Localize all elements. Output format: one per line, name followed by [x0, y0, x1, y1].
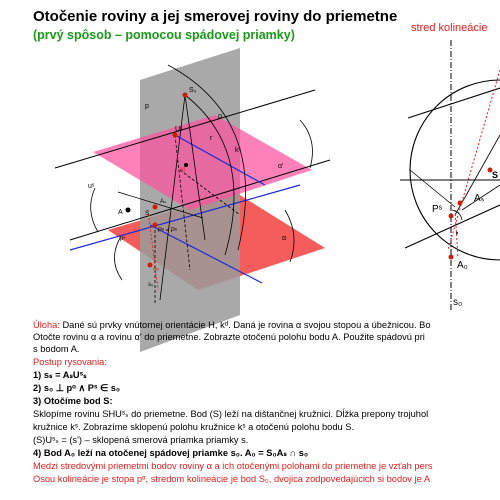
task-line-1: Úloha: Dané sú prvky vnútornej orientácie H, kᵈ. Daná je rovina α svojou stopou a úbežnicou. Bo: [33, 320, 431, 330]
label-so: s₀: [148, 282, 154, 288]
label-A: A: [118, 209, 123, 216]
label-As: Aₛ: [160, 199, 167, 205]
procedure-heading: Postup rysovania:: [33, 357, 107, 367]
right-label-Ao: A₀: [457, 260, 468, 271]
page-subtitle: (prvý spôsob – pomocou spádovej priamky): [33, 28, 295, 42]
label-us: uˢ: [88, 183, 95, 190]
step-2: 2) s₀ ⊥ pᵅ ∧ Pˢ ∈ s₀: [33, 383, 121, 393]
label-r: r: [210, 135, 213, 142]
step-3c: (S)Uˢₛ = (s') – sklopená smerová priamka priamky s.: [33, 435, 249, 445]
distance-circle: [410, 80, 500, 260]
right-label-Ps: Pˢ: [432, 204, 443, 215]
footer-line-2: Osou kolineácie je stopa pᵅ, stredom kolineácie je bod S₀, dvojica zodpovedajúcich si bodov je A: [33, 474, 431, 484]
collineation-center-title: stred kolineácie: [411, 22, 488, 34]
right-label-S: S: [492, 170, 499, 180]
step-1: 1) sₛ = AₛUˢₛ: [33, 370, 87, 380]
label-ks: kˢ: [235, 147, 241, 154]
label-alpha-rot: α': [278, 163, 284, 170]
label-alpha: α: [282, 235, 287, 242]
step-3b: kružnice kˢ. Zobrazíme sklopenú polohu kružnice kˢ a otočenú polohu bodu S.: [33, 422, 355, 432]
label-Ao: A₀: [153, 266, 160, 272]
step-3a: Sklopíme rovinu SHUˢₛ do priemetne. Bod (S) leží na dištančnej kružnici. Dĺžka prepony trojuhol: [33, 409, 429, 419]
label-ro: ρ: [218, 113, 222, 120]
right-label-so: s₀: [453, 297, 463, 308]
label-sigma: S: [145, 211, 150, 217]
label-So: S₀: [189, 87, 197, 94]
right-label-As: Aₛ: [474, 193, 485, 204]
label-Ps-eq: Pˢ = Pˢ: [158, 228, 177, 234]
task-line-2: Otočte rovinu α a rovinu α' do priemetne. Zobrazte otočenú polohu bodu A. Použite spádovú pri: [33, 332, 425, 342]
step-4: 4) Bod A₀ leží na otočenej spádovej priamke s₀. A₀ = S₀Aₛ ∩ s₀: [33, 448, 309, 458]
footer-line-1: Medzi stredovými priemetmi bodov roviny α a ich otočenými polohami do priemetne je vzťah pers: [33, 461, 433, 471]
label-p: p: [145, 103, 149, 110]
step-3: 3) Otočíme bod S:: [33, 396, 113, 406]
task-line-3: s bodom A.: [33, 344, 80, 354]
label-Us: Uˢ: [175, 126, 183, 133]
label-H: H: [180, 167, 186, 174]
page-title: Otočenie roviny a jej smerovej roviny do priemetne: [33, 8, 398, 25]
label-ps: pˢ: [120, 236, 126, 242]
